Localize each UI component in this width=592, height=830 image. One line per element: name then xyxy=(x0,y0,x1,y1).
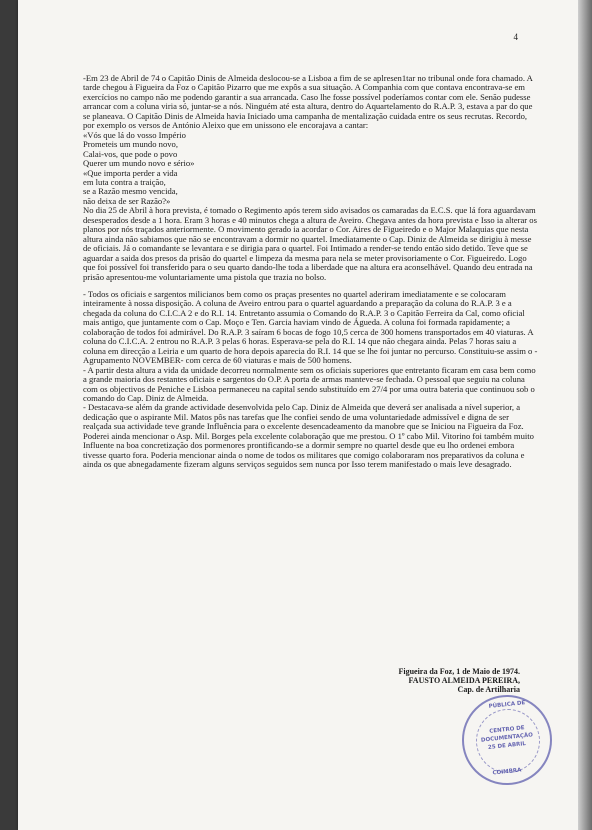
stamp-line-1: CENTRO DE xyxy=(489,725,525,735)
signature-rank: Cap. de Artilharia xyxy=(457,685,520,694)
paragraph-unit-life: - A partir desta altura a vida da unidade decorreu normalmente sem os oficiais superiores que entretanto ficaram em casa bem como a grande maioria dos restantes oficiais e sargentos do O.P. A porta de armas manteve-se fechada. O pessoal que seguiu na coluna com os objectivos de Peniche e Lisboa permaneceu na capital sendo substituído em 27/4 por uma outra bateria que continuou sob o comando do Cap. Diniz de Almeida. xyxy=(83,364,536,403)
archive-stamp xyxy=(462,695,552,785)
paragraph-recognition: - Destacava-se além da grande actividade desenvolvida pelo Cap. Diniz de Almeida que deverá ser analisada a nível superior, a dedicação que o aspirante Mil. Matos pôs nas tarefas que lhe confiei sendo de uma voluntariedade admissível e digna de ser realçada sua actividade teve grande Influência para o excelente desencadeamento da manobre que se Iniciou na Figueira da Foz. Poderei ainda mencionar o Asp. Mil. Borges pela excelente colaboração que me prestou. O 1º cabo Mil. Vitorino foi também muito Influente na boa concretização dos pormenores prontificando-se a dormir sempre no quartel desde que eu lho ordenei embora tivesse quarto fora. Poderia mencionar ainda o nome de todos os militares que comigo colaboraram nos preparativos da coluna e ainda os que abnegadamente fizeram alguns serviços seguidos sem nunca por Isso terem manifestado o mais leve desagrado. xyxy=(83,402,534,470)
verse-line: Calai-vos, que pode o povo xyxy=(83,148,178,159)
paragraph-april-25: No dia 25 de Abril à hora prevista, é tomado o Regimento após terem sido avisados os camaradas da E.C.S. que lá fora aguardavam desesperados desde a 1 hora. Eram 3 horas e 40 minutos chega a altura de Aveiro. Chegava antes da hora prevista e Isso ia alterar os planos por nós traçados anteriormente. O movimento gerado ia acordar o Cor. Aires de Figueiredo e o Major Malaquias que nesta altura ainda não sabiamos que não se encontravam a dormir no quartel. Imediatamente o Cap. Diniz de Almeida se dirigiu à messe de oficiais. Já o comandante se levantara e se dirigia para o quartel. Foi Intimado a render-se tendo então sido detido. Teve que se aguardar a saida dos presos da prisão do quartel e limpeza da mesma para nela se meter provisoriamente o Cor. Figueiredo. Logo que foi possível foi transferido para o seu quarto dando-lhe toda a liberdade que na altura era aconselhável. Quando deu entrada na prisão apresentou-me voluntariamente uma pistola que trazia no bolso. xyxy=(83,205,537,282)
stamp-line-2: DOCUMENTAÇÃO xyxy=(480,732,534,744)
verse-line: «Vós que lá do vosso Império xyxy=(83,129,186,140)
verse-line: «Que importa perder a vida xyxy=(83,167,178,178)
signature-name: FAUSTO ALMEIDA PEREIRA, xyxy=(408,676,520,685)
stamp-top-text: PÚBLICA DE xyxy=(488,700,526,710)
page-edge-shadow xyxy=(578,0,592,830)
verse-line: não deixa de ser Razão?» xyxy=(83,195,171,206)
signature-place-date: Figueira da Foz, 1 de Maio de 1974. xyxy=(398,667,520,676)
document-body xyxy=(83,74,538,470)
paragraph-intro: -Em 23 de Abril de 74 o Capitão Dinis de Almeida deslocou-se a Lisboa a fim de se aplresen1tar no tribunal onde fora chamado. A tarde chegou à Figueira da Foz o Capitão Pizarro que me expôs a sua situação. A Companhia com que contava encontrava-se em exercícios no campo não me podendo garantir a sua arrancada. Caso lhe fosse possível poderíamos contar com ele. Senão pudesse arrancar com a coluna viria só, juntar-se a nós. Ninguém até esta altura, dentro do Aquartelamento do R.A.P. 3, estava a par do que se planeava. O Capitão Dinis de Almeida havia Iniciado uma campanha de mentalização cuidada entre os seus recrutas. Recordo, por exemplo os versos de António Aleixo que em unissono ele encorajava a cantar: xyxy=(83,73,533,131)
verse-line: se a Razão mesmo vencida, xyxy=(83,186,178,197)
paragraph-officers: - Todos os oficiais e sargentos milicianos bem como os praças presentes no quartel aderiram imediatamente e se colocaram inteiramente à nossa disposição. A coluna de Aveiro entrou para o quartel aguardando a preparação da coluna do R.A.P. 3 e a chegada da coluna do C.I.C.A 2 e do R.I. 14. Entretanto assumia o Comando do R.A.P. 3 o Capitão Ferreira da Cal, como oficial mais antigo, que juntamente com o Cap. Moço e Ten. Garcia haviam vindo de Águeda. A coluna foi formada rapidamente; a colaboração de todos foi admirável. Do R.A.P. 3 saíram 6 bocas de fogo 10,5 cerca de 300 homens transportados em 40 viaturas. A coluna do C.I.C.A. 2 entrou no R.A.P. 3 pelas 6 horas. Esperava-se pela do R.I. 14 que não chegara ainda. Pelas 7 horas saiu a coluna em direcção a Leiria e um quarto de hora depois aparecia do R.I. 14 que se lhe foi juntar no percurso. Constituiu-se assim o -Agrupamento NOVEMBER- com cerca de 60 viaturas e mais de 500 homens. xyxy=(83,288,538,366)
page-number: 4 xyxy=(513,32,518,42)
verse-line: em luta contra a traição, xyxy=(83,176,166,187)
stamp-line-3: 25 DE ABRIL xyxy=(487,741,527,751)
verse-line: Prometeis um mundo novo, xyxy=(83,139,179,150)
signature-block xyxy=(398,667,520,694)
verse-line: Querer um mundo novo e sério» xyxy=(83,158,195,169)
stamp-bottom-text: COIMBRA xyxy=(492,767,522,777)
